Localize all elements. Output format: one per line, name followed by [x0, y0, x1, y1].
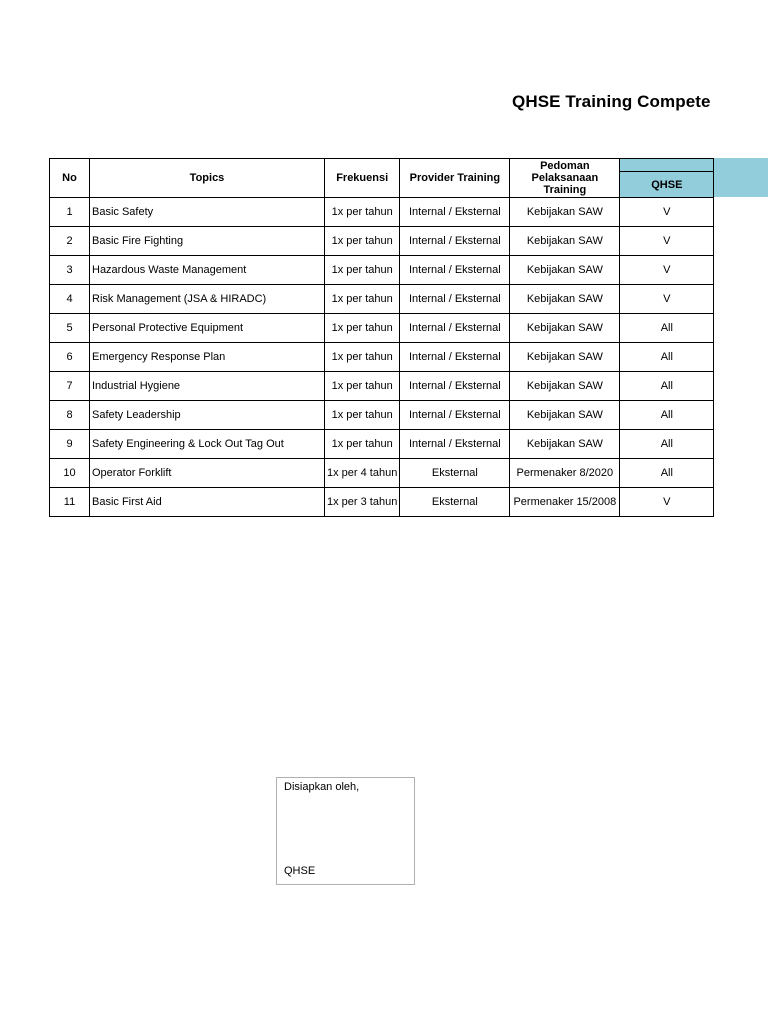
cell-provider: Internal / Eksternal [400, 343, 510, 372]
table-row [50, 343, 714, 372]
table-row [50, 372, 714, 401]
cell-qhse: V [620, 256, 714, 285]
cell-no: 6 [50, 343, 90, 372]
cell-no: 4 [50, 285, 90, 314]
cell-frekuensi: 1x per tahun [325, 372, 400, 401]
cell-frekuensi: 1x per tahun [325, 256, 400, 285]
cell-qhse: All [620, 343, 714, 372]
cell-frekuensi: 1x per tahun [325, 227, 400, 256]
cell-no: 3 [50, 256, 90, 285]
cell-pedoman: Kebijakan SAW [510, 372, 620, 401]
cell-frekuensi: 1x per 4 tahun [325, 459, 400, 488]
cell-pedoman: Kebijakan SAW [510, 285, 620, 314]
table-header [50, 159, 714, 198]
header-provider-training: Provider Training [400, 159, 510, 198]
cell-pedoman: Kebijakan SAW [510, 430, 620, 459]
table-row [50, 314, 714, 343]
header-no: No [50, 159, 90, 198]
cell-frekuensi: 1x per tahun [325, 285, 400, 314]
cell-no: 11 [50, 488, 90, 517]
header-topics: Topics [90, 159, 325, 198]
signature-box [276, 777, 415, 885]
cell-no: 8 [50, 401, 90, 430]
cell-topic: Risk Management (JSA & HIRADC) [90, 285, 325, 314]
training-table [49, 158, 714, 517]
table-row [50, 198, 714, 227]
cell-topic: Basic First Aid [90, 488, 325, 517]
cell-no: 9 [50, 430, 90, 459]
cell-qhse: V [620, 198, 714, 227]
cell-provider: Eksternal [400, 459, 510, 488]
cell-topic: Industrial Hygiene [90, 372, 325, 401]
cell-topic: Hazardous Waste Management [90, 256, 325, 285]
cell-frekuensi: 1x per tahun [325, 401, 400, 430]
cell-qhse: All [620, 401, 714, 430]
cell-provider: Internal / Eksternal [400, 285, 510, 314]
cell-pedoman: Permenaker 15/2008 [510, 488, 620, 517]
header-fill-overflow [712, 158, 768, 197]
prepared-by-label: Disiapkan oleh, [284, 781, 360, 793]
cell-qhse: All [620, 459, 714, 488]
cell-pedoman: Kebijakan SAW [510, 256, 620, 285]
header-group-cell [620, 159, 714, 172]
cell-topic: Operator Forklift [90, 459, 325, 488]
cell-topic: Personal Protective Equipment [90, 314, 325, 343]
table-row [50, 285, 714, 314]
cell-qhse: V [620, 488, 714, 517]
cell-topic: Safety Leadership [90, 401, 325, 430]
cell-frekuensi: 1x per tahun [325, 314, 400, 343]
cell-qhse: All [620, 314, 714, 343]
cell-pedoman: Kebijakan SAW [510, 227, 620, 256]
table-row [50, 430, 714, 459]
cell-topic: Basic Safety [90, 198, 325, 227]
cell-topic: Emergency Response Plan [90, 343, 325, 372]
cell-provider: Internal / Eksternal [400, 256, 510, 285]
cell-frekuensi: 1x per tahun [325, 198, 400, 227]
cell-provider: Internal / Eksternal [400, 430, 510, 459]
cell-topic: Basic Fire Fighting [90, 227, 325, 256]
cell-provider: Internal / Eksternal [400, 198, 510, 227]
cell-qhse: All [620, 430, 714, 459]
cell-pedoman: Kebijakan SAW [510, 401, 620, 430]
cell-qhse: V [620, 227, 714, 256]
cell-frekuensi: 1x per tahun [325, 343, 400, 372]
cell-provider: Internal / Eksternal [400, 314, 510, 343]
cell-qhse: All [620, 372, 714, 401]
table-row [50, 256, 714, 285]
prepared-by-name: QHSE [284, 865, 316, 877]
header-pedoman: Pedoman Pelaksanaan Training [510, 159, 620, 198]
cell-pedoman: Kebijakan SAW [510, 314, 620, 343]
cell-pedoman: Kebijakan SAW [510, 198, 620, 227]
page-title: QHSE Training Compete [512, 92, 711, 111]
cell-no: 10 [50, 459, 90, 488]
cell-no: 2 [50, 227, 90, 256]
table-row [50, 459, 714, 488]
header-qhse: QHSE [620, 172, 714, 198]
cell-provider: Internal / Eksternal [400, 401, 510, 430]
cell-frekuensi: 1x per tahun [325, 430, 400, 459]
cell-provider: Internal / Eksternal [400, 227, 510, 256]
table-body [50, 198, 714, 517]
cell-no: 5 [50, 314, 90, 343]
cell-topic: Safety Engineering & Lock Out Tag Out [90, 430, 325, 459]
table-row [50, 401, 714, 430]
cell-provider: Internal / Eksternal [400, 372, 510, 401]
cell-pedoman: Permenaker 8/2020 [510, 459, 620, 488]
table-row [50, 227, 714, 256]
cell-provider: Eksternal [400, 488, 510, 517]
header-frekuensi: Frekuensi [325, 159, 400, 198]
cell-qhse: V [620, 285, 714, 314]
cell-frekuensi: 1x per 3 tahun [325, 488, 400, 517]
table-row [50, 488, 714, 517]
cell-no: 7 [50, 372, 90, 401]
cell-no: 1 [50, 198, 90, 227]
cell-pedoman: Kebijakan SAW [510, 343, 620, 372]
